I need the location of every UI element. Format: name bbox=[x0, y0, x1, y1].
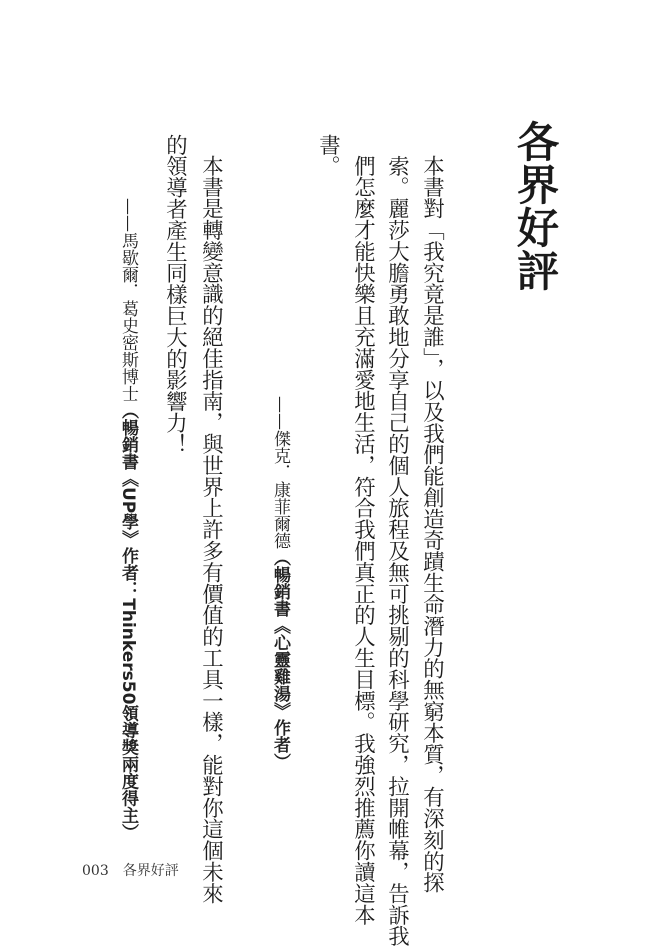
testimonial-1-line-2: 索。麗莎大膽勇敢地分享自己的個人旅程及無可挑剔的科學研究，拉開帷幕，告訴我 bbox=[384, 155, 410, 947]
testimonial-1-attribution bbox=[271, 396, 288, 770]
testimonial-1-line-4: 書。 bbox=[315, 134, 341, 177]
testimonial-1-author: ——傑克．康菲爾德 bbox=[270, 396, 290, 549]
testimonial-2-author: ——馬歇爾．葛史密斯博士 bbox=[118, 198, 138, 402]
page-title: 各界好評 bbox=[511, 120, 560, 292]
testimonial-2-attribution bbox=[119, 198, 136, 840]
page-number: 003 bbox=[82, 863, 109, 879]
testimonial-1-line-3: 們怎麼才能快樂且充滿愛地生活，符合我們真正的人生目標。我強烈推薦你讀這本 bbox=[350, 155, 376, 926]
testimonial-1-author-note: （暢銷書《心靈雞湯》作者） bbox=[270, 549, 290, 770]
testimonial-2-line-2: 的領導者產生同樣巨大的影響力！ bbox=[162, 134, 188, 455]
footer-section-title: 各界好評 bbox=[122, 863, 179, 879]
testimonial-1-line-1: 本書對「我究竟是誰」，以及我們能創造奇蹟生命潛力的無窮本質，有深刻的探 bbox=[419, 155, 445, 894]
testimonial-2-author-note: （暢銷書《UP學》作者：Thinkers50領導獎兩度得主） bbox=[118, 402, 138, 841]
testimonial-2-line-1: 本書是轉變意識的絕佳指南，與世界上許多有價值的工具一樣，能對你這個未來 bbox=[198, 155, 224, 904]
page-footer bbox=[82, 860, 179, 880]
